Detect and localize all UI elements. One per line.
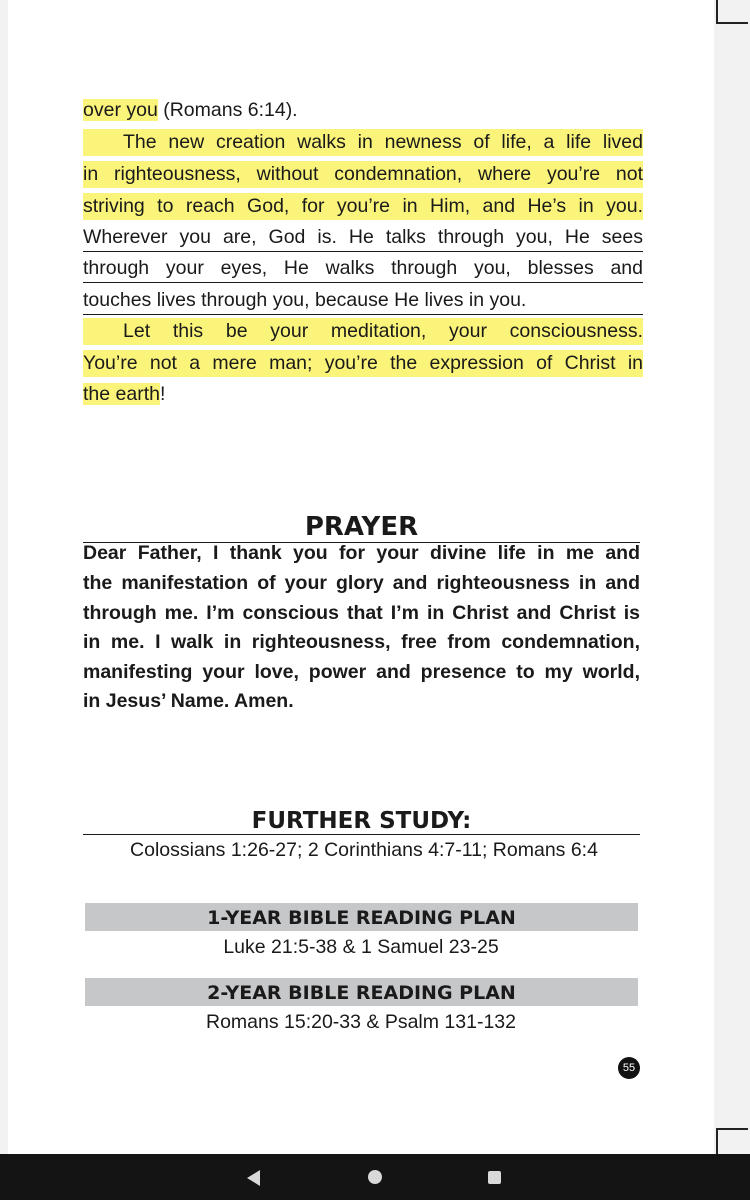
prayer-line-5: manifesting your love, power and presence to my world, bbox=[83, 661, 640, 683]
body-line-6: through your eyes, He walks through you, blesses and bbox=[83, 255, 643, 283]
prayer-line-1: Dear Father, I thank you for your divine life in me and bbox=[83, 542, 640, 564]
body-line-4: striving to reach God, for you’re in Him, and He’s in you. bbox=[83, 193, 643, 220]
reading-plan-1-passages: Luke 21:5-38 & 1 Samuel 23-25 bbox=[223, 936, 499, 958]
body-line-9: You’re not a mere man; you’re the expression of Christ in bbox=[83, 350, 643, 377]
square-recents-icon[interactable] bbox=[488, 1171, 501, 1184]
body-line-7: touches lives through you, because He lives in you. bbox=[83, 287, 643, 315]
circle-home-icon[interactable] bbox=[368, 1170, 382, 1184]
prayer-line-4: in me. I walk in righteousness, free from condemnation, bbox=[83, 631, 640, 653]
highlighted-text: the earth bbox=[83, 383, 160, 405]
prayer-line-6: in Jesus’ Name. Amen. bbox=[83, 690, 294, 712]
page-number-badge: 55 bbox=[618, 1057, 640, 1079]
reading-plan-2-passages: Romans 15:20-33 & Psalm 131-132 bbox=[205, 1011, 516, 1033]
highlighted-text: over you bbox=[83, 99, 158, 121]
body-line-10 bbox=[83, 381, 165, 408]
body-text: (Romans 6:14). bbox=[157, 99, 298, 121]
body-line-8: Let this be your meditation, your consciousness. bbox=[83, 318, 643, 345]
prayer-line-2: the manifestation of your glory and righteousness in and bbox=[83, 572, 640, 594]
prayer-line-3: through me. I’m conscious that I’m in Christ and Christ is bbox=[83, 602, 640, 624]
system-navigation-bar bbox=[0, 1154, 750, 1200]
prayer-heading: PRAYER bbox=[83, 510, 640, 543]
body-line-2: The new creation walks in newness of life, a life lived bbox=[83, 129, 643, 156]
body-line-5: Wherever you are, God is. He talks through you, He sees bbox=[83, 224, 643, 252]
crop-mark-top-right bbox=[716, 0, 748, 24]
further-study-heading: FURTHER STUDY: bbox=[83, 806, 640, 835]
body-text: ! bbox=[159, 383, 166, 405]
reading-plan-2-title: 2-YEAR BIBLE READING PLAN bbox=[85, 978, 638, 1006]
triangle-back-icon[interactable] bbox=[247, 1170, 260, 1186]
body-line-1 bbox=[83, 97, 298, 124]
body-line-3: in righteousness, without condemnation, where you’re not bbox=[83, 161, 643, 188]
reading-plan-1-title: 1-YEAR BIBLE READING PLAN bbox=[85, 903, 638, 931]
further-study-references: Colossians 1:26-27; 2 Corinthians 4:7-11; Romans 6:4 bbox=[130, 839, 598, 861]
